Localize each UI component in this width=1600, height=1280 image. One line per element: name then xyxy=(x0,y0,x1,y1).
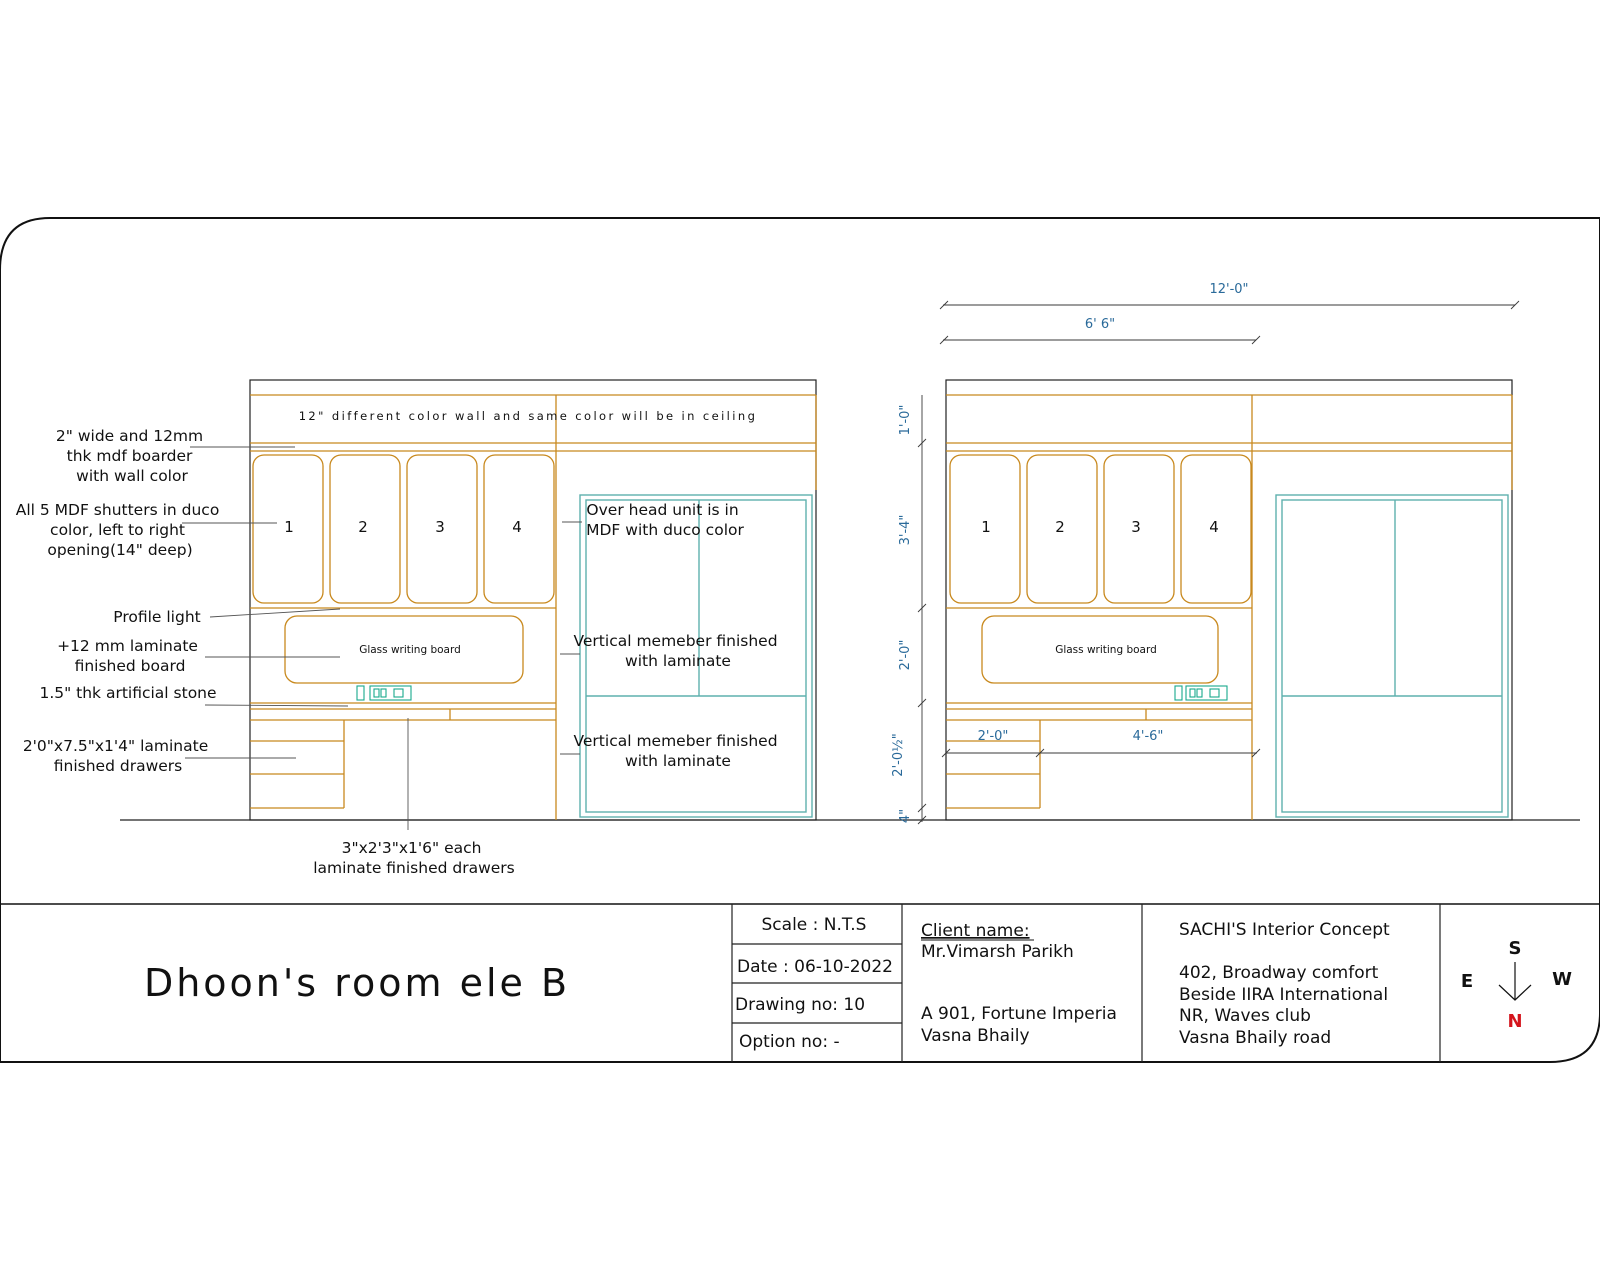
left-shutter-label: 1 xyxy=(284,518,294,536)
annotation-profile-light: Profile light xyxy=(113,608,201,626)
switch-panel xyxy=(1175,686,1227,700)
right-wardrobe-inner xyxy=(1282,500,1502,812)
dim-desk-width: 4'-6" xyxy=(1132,729,1164,744)
right-shutter-label: 4 xyxy=(1209,518,1219,536)
drawing-no-text: Drawing no: 10 xyxy=(735,995,866,1015)
annotation-overhead-unit: Over head unit is in MDF with duco color xyxy=(586,501,744,539)
dim-base-height: 4" xyxy=(898,808,913,824)
scale-text: Scale : N.T.S xyxy=(761,915,867,935)
left-elevation xyxy=(250,380,816,820)
compass-w: W xyxy=(1552,969,1572,990)
annotation-vertical-member-2: Vertical memeber finished with laminate xyxy=(573,732,778,770)
firm-address: 402, Broadway comfort Beside IIRA International NR, Waves club Vasna Bhaily road xyxy=(1179,963,1389,1048)
client-name: Mr.Vimarsh Parikh xyxy=(921,942,1074,962)
client-label: Client name: xyxy=(921,921,1030,941)
left-shutter-label: 4 xyxy=(512,518,522,536)
left-annotations xyxy=(16,427,348,775)
dim-top-height: 1'-0" xyxy=(898,404,913,436)
switch-panel xyxy=(357,686,411,700)
dim-board-height: 2'-0" xyxy=(898,639,913,671)
title-block xyxy=(144,904,1572,1062)
left-outline xyxy=(250,380,816,820)
dim-shutter-height: 3'-4" xyxy=(898,514,913,546)
annotation-laminate-board: +12 mm laminate finished board xyxy=(57,637,198,675)
compass-n: N xyxy=(1507,1011,1523,1032)
right-shutter-label: 1 xyxy=(981,518,991,536)
client-address: A 901, Fortune Imperia Vasna Bhaily xyxy=(921,1004,1117,1046)
right-shutter-label: 2 xyxy=(1055,518,1065,536)
dim-partial-width: 6' 6" xyxy=(1084,317,1116,332)
drawing-title: Dhoon's room ele B xyxy=(143,961,571,1005)
right-board-label: Glass writing board xyxy=(1055,644,1157,656)
annotation-artificial-stone: 1.5" thk artificial stone xyxy=(39,684,217,702)
dim-drawer-width: 2'-0" xyxy=(977,729,1009,744)
annotation-shutters: All 5 MDF shutters in duco color, left to right opening(14" deep) xyxy=(15,501,220,559)
left-shutter-label: 3 xyxy=(435,518,445,536)
annotation-vertical-member-1: Vertical memeber finished with laminate xyxy=(573,632,778,670)
right-elevation xyxy=(946,380,1512,820)
annotation-bottom-drawers: 3"x2'3"x1'6" each laminate finished drawers xyxy=(313,839,515,877)
ceiling-note: 12" different color wall and same color will be in ceiling xyxy=(298,409,758,423)
annotation-drawers: 2'0"x7.5"x1'4" laminate finished drawers xyxy=(22,737,209,775)
right-wardrobe-outer xyxy=(1276,495,1508,817)
annotation-mdf-border: 2" wide and 12mm thk mdf boarder with wall color xyxy=(55,427,204,485)
date-text: Date : 06-10-2022 xyxy=(737,957,893,977)
dim-overall-width: 12'-0" xyxy=(1209,282,1249,297)
dim-table-height: 2'-0½" xyxy=(891,733,906,777)
left-shutter-label: 2 xyxy=(358,518,368,536)
right-shutter-label: 3 xyxy=(1131,518,1141,536)
dimensions xyxy=(891,282,1519,824)
firm-name: SACHI'S Interior Concept xyxy=(1179,920,1390,940)
compass xyxy=(1461,938,1572,1032)
compass-e: E xyxy=(1460,971,1474,992)
compass-s: S xyxy=(1508,938,1522,959)
option-no-text: Option no: - xyxy=(739,1032,840,1052)
left-board-label: Glass writing board xyxy=(359,644,461,656)
